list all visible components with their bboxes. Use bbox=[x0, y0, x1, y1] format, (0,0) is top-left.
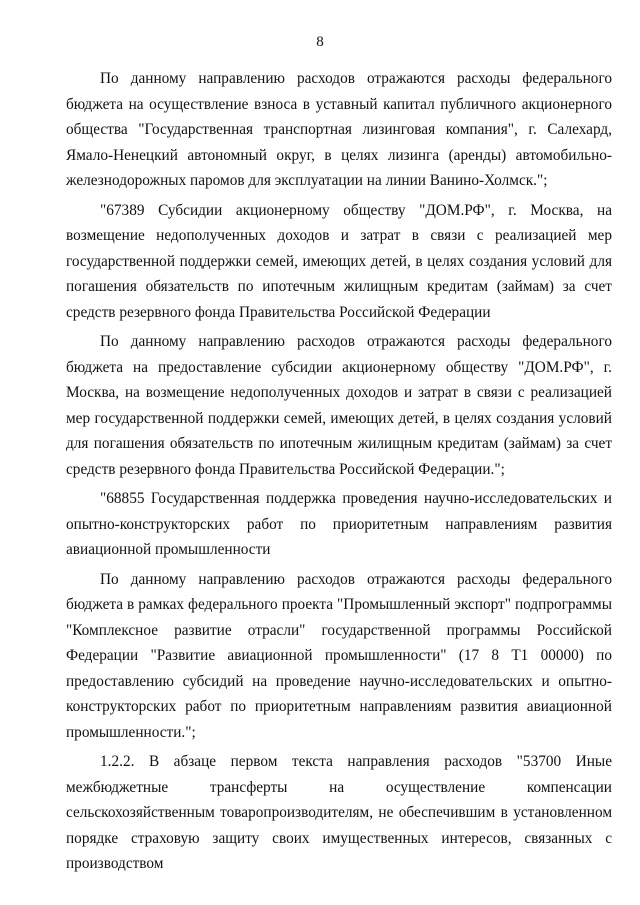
paragraph-2: "67389 Субсидии акционерному обществу "ДОМ.РФ", г. Москва, на возмещение недополученных доходов и затрат в связи с реализацией мер государственной поддержки семей, имеющих детей, в целях создания условий для погашения обязательств по ипотечным жилищным кредитам (займам) за счет средств резервного фонда Правительства Российской Федерации bbox=[66, 201, 612, 321]
paragraph-1: По данному направлению расходов отражаются расходы федерального бюджета на осуществление взноса в уставный капитал публичного акционерного общества "Государственная транспортная лизинговая компания", г. Салехард, Ямало-Ненецкий автономный округ, в целях лизинга (аренды) автомобильно-железнодорожных паромов для эксплуатации на линии Ванино-Холмск."; bbox=[66, 70, 612, 189]
paragraph-3: По данному направлению расходов отражаются расходы федерального бюджета на предоставление субсидии акционерному обществу "ДОМ.РФ", г. Москва, на возмещение недополученных доходов и затрат в связи с реализацией мер государственной поддержки семей, имеющих детей, в целях создания условий для погашения обязательств по ипотечным жилищным кредитам (займам) за счет средств резервного фонда Правительства Российской Федерации."; bbox=[66, 333, 612, 478]
page-number: 8 bbox=[316, 34, 324, 50]
paragraph-4: "68855 Государственная поддержка проведения научно-исследовательских и опытно-конструкторских работ по приоритетным направлениям развития авиационной промышленности bbox=[66, 490, 612, 558]
paragraph-5: По данному направлению расходов отражаются расходы федерального бюджета в рамках федерального проекта "Промышленный экспорт" подпрограммы "Комплексное развитие отрасли" государственной программы Российской Федерации "Развитие авиационной промышленности" (17 8 Т1 00000) по предоставлению субсидий на проведение научно-исследовательских и опытно-конструкторских работ по приоритетным направлениям развития авиационной промышленности."; bbox=[66, 570, 612, 741]
paragraph-6: 1.2.2. В абзаце первом текста направления расходов "53700 Иные межбюджетные трансферты на осуществление компенсации сельскохозяйственным товаропроизводителям, не обеспечившим в установленном порядке страховую защиту своих имущественных интересов, связанных с производством bbox=[66, 753, 612, 872]
document-body bbox=[66, 66, 612, 881]
